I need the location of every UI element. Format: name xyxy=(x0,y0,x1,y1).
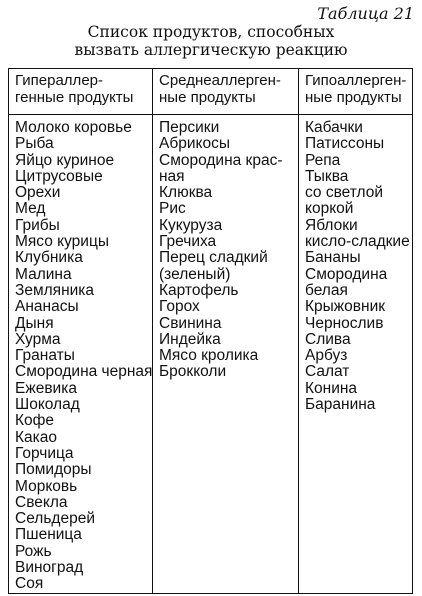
product-item: Патиссоны xyxy=(305,135,385,153)
product-item: Малина xyxy=(15,265,72,283)
product-item: Картофель xyxy=(159,281,239,299)
product-item: Земляника xyxy=(15,281,95,299)
product-item: Грибы xyxy=(15,216,60,234)
product-item: Морковь xyxy=(15,477,78,495)
product-item: Смородина черная xyxy=(15,363,153,381)
product-item: Смородина крас- xyxy=(159,151,283,169)
header-medium-allergenic xyxy=(153,69,299,115)
product-item: Индейка xyxy=(159,330,221,348)
product-item: Соя xyxy=(15,575,44,593)
product-item: Хурма xyxy=(15,330,61,348)
table-header-row xyxy=(9,69,413,115)
header-line: Гипоаллерген- xyxy=(305,72,407,89)
product-item: Виноград xyxy=(15,559,84,577)
allergen-table xyxy=(8,68,413,594)
product-item: Горох xyxy=(159,298,200,316)
product-item: Шоколад xyxy=(15,396,80,414)
medium-allergenic-list xyxy=(153,115,299,594)
product-item: Пшеница xyxy=(15,526,82,544)
product-item: Яблоки xyxy=(305,216,358,234)
product-item: Помидоры xyxy=(15,461,92,479)
product-item: Кофе xyxy=(15,412,55,430)
product-item: Конина xyxy=(305,379,358,397)
product-item: Арбуз xyxy=(305,347,348,365)
caption-line: вызвать аллергическую реакцию xyxy=(74,41,348,59)
header-line: ные продукты xyxy=(159,89,256,106)
product-item: Кукуруза xyxy=(159,216,223,234)
caption-line: Список продуктов, способных xyxy=(87,23,335,41)
header-hyperallergenic xyxy=(9,69,153,115)
product-item: Клюква xyxy=(159,184,213,202)
header-line: ные продукты xyxy=(305,89,402,106)
product-item: Ежевика xyxy=(15,379,77,397)
product-item: Кабачки xyxy=(305,119,363,136)
header-line: Гипераллер- xyxy=(15,72,103,89)
product-item: Перец сладкий xyxy=(159,249,268,267)
product-item: Рис xyxy=(159,200,186,218)
hypoallergenic-list xyxy=(299,115,413,594)
product-item: (зеленый) xyxy=(159,265,231,283)
product-item: коркой xyxy=(305,200,354,218)
product-item: Дыня xyxy=(15,314,54,332)
table-body-row xyxy=(9,115,413,594)
product-item: Чернослив xyxy=(305,314,384,332)
product-item: Яйцо куриное xyxy=(15,151,115,169)
product-item: Какао xyxy=(15,428,58,446)
table-caption xyxy=(0,23,422,59)
header-line: Среднеаллерген- xyxy=(159,72,281,89)
product-item: Свекла xyxy=(15,493,68,511)
product-item: Салат xyxy=(305,363,350,381)
product-item: Сельдерей xyxy=(15,510,95,528)
product-item: Рыба xyxy=(15,135,54,153)
product-item: белая xyxy=(305,281,348,299)
product-item: кисло-сладкие xyxy=(305,233,410,251)
product-item: Горчица xyxy=(15,444,74,462)
product-item: Цитрусовые xyxy=(15,167,103,185)
product-item: ная xyxy=(159,167,185,185)
product-item: Ананасы xyxy=(15,298,79,316)
product-item: Крыжовник xyxy=(305,298,386,316)
product-item: Тыква xyxy=(305,167,349,185)
product-item: Орехи xyxy=(15,184,61,202)
product-item: со светлой xyxy=(305,184,384,202)
product-item: Персики xyxy=(159,119,220,136)
product-item: Свинина xyxy=(159,314,222,332)
product-item: Бананы xyxy=(305,249,361,267)
product-item: Абрикосы xyxy=(159,135,230,153)
hyperallergenic-list xyxy=(9,115,153,594)
product-item: Брокколи xyxy=(159,363,227,381)
product-item: Репа xyxy=(305,151,341,169)
product-item: Клубника xyxy=(15,249,83,267)
header-line: генные продукты xyxy=(15,89,134,106)
header-hypoallergenic xyxy=(299,69,413,115)
product-item: Молоко коровье xyxy=(15,119,132,136)
product-item: Мясо кролика xyxy=(159,347,259,365)
product-item: Мясо курицы xyxy=(15,233,109,251)
product-item: Гречиха xyxy=(159,233,217,251)
product-item: Рожь xyxy=(15,542,52,560)
product-item: Смородина xyxy=(305,265,388,283)
table-number: Таблица 21 xyxy=(317,4,414,23)
product-item: Мед xyxy=(15,200,46,218)
product-item: Баранина xyxy=(305,396,376,414)
product-item: Гранаты xyxy=(15,347,75,365)
product-item: Слива xyxy=(305,330,351,348)
